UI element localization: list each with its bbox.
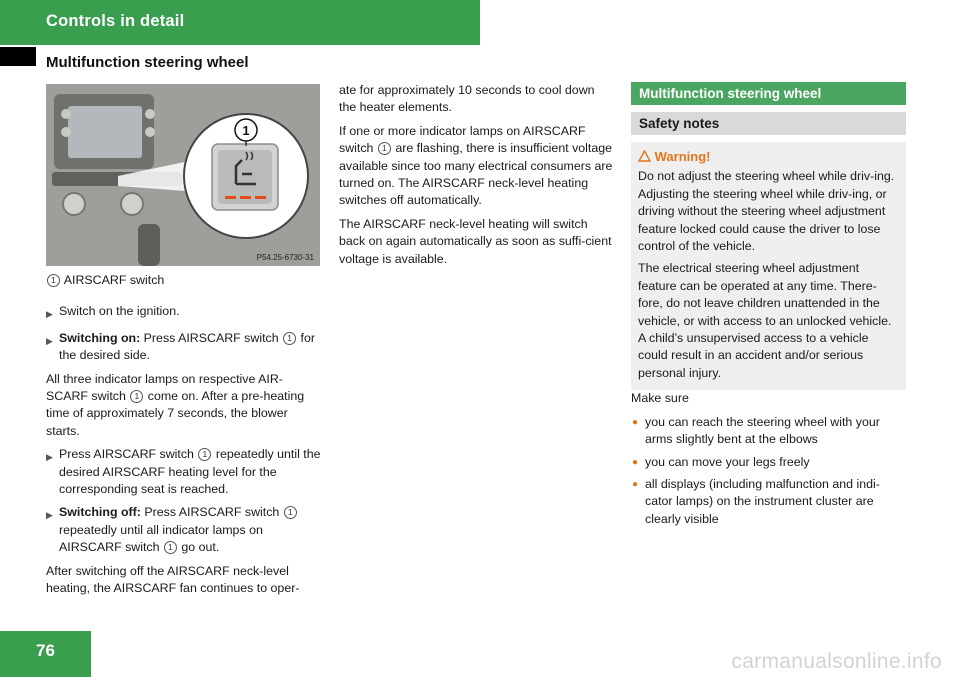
arrow-icon: ▶ <box>46 452 53 463</box>
arrow-icon: ▶ <box>46 309 53 320</box>
section-heading: Multifunction steering wheel <box>631 82 906 105</box>
column-3 <box>631 82 906 533</box>
subsection-heading: Safety notes <box>631 112 906 135</box>
step-text-part: Press AIRSCARF switch <box>140 505 283 520</box>
legend-text: AIRSCARF switch <box>63 273 165 287</box>
column-2 <box>339 82 615 274</box>
list-item-text: you can reach the steering wheel with your arms slightly bent at the elbows <box>645 414 880 447</box>
column-1 <box>46 272 322 604</box>
paragraph-part: are flashing, there is insufficient voltage available since too many electrical consumers are turned on. The AIRSCARF neck-level heating switches off automatically. <box>339 141 613 208</box>
step-text-part: repeatedly until all indicator lamps on AIRSCARF switch <box>59 522 263 555</box>
step-text-part: Press AIRSCARF switch <box>140 330 283 345</box>
switch-ref-number: 1 <box>198 448 211 461</box>
switch-ref-number: 1 <box>378 142 391 155</box>
bullet-dot-icon: ● <box>632 456 639 468</box>
page-number: 76 <box>0 631 91 677</box>
step-bold-label: Switching on: <box>59 330 141 345</box>
switch-ref-number: 1 <box>164 541 177 554</box>
warning-paragraph: The electrical steering wheel adjustment feature can be operated at any time. There-fore, do not leave children unattended in the vehicle, or with access to an unlocked vehicle. A child’s unsupervised access to a vehicle could result in an accident and/or serious personal injury. <box>638 261 892 380</box>
instruction-step <box>46 303 322 323</box>
step-text <box>59 446 322 498</box>
paragraph-part: If one or more indicator lamps on AIRSCARF switch <box>339 123 586 156</box>
section-title: Controls in detail <box>46 12 185 30</box>
dashboard-illustration <box>46 84 320 266</box>
step-text-part: come on. After a pre-heating time of approximately 7 seconds, the blower starts. <box>46 389 305 438</box>
arrow-icon: ▶ <box>46 510 53 521</box>
page-subtitle: Multifunction steering wheel <box>46 54 249 71</box>
step-text <box>59 330 322 365</box>
switch-ref-number: 1 <box>283 332 296 345</box>
step-text-part: go out. <box>177 540 220 555</box>
list-item <box>631 454 906 471</box>
instruction-step <box>46 504 322 556</box>
warning-box <box>631 142 906 390</box>
warning-title <box>638 148 900 165</box>
figure-code: P54.25-6730-31 <box>256 253 314 262</box>
step-text-part: Press AIRSCARF switch <box>59 447 198 462</box>
body-paragraph: ate for approximately 10 seconds to cool down the heater elements. <box>339 83 595 115</box>
warning-title-text: Warning! <box>654 149 711 164</box>
instruction-step <box>46 446 322 498</box>
airscarf-switch-photo <box>46 84 320 266</box>
body-paragraph: The AIRSCARF neck-level heating will switch back on again automatically as soon as suffi-cient voltage is available. <box>339 216 612 266</box>
step-text-part: All three indicator lamps on respective AIR-SCARF switch <box>46 371 283 404</box>
step-text: Switch on the ignition. <box>59 304 180 319</box>
legend-number: 1 <box>47 274 60 287</box>
warning-triangle-icon <box>638 149 655 164</box>
body-paragraph: After switching off the AIRSCARF neck-level heating, the AIRSCARF fan continues to oper- <box>46 563 300 596</box>
warning-paragraph: Do not adjust the steering wheel while driv-ing. Adjusting the steering wheel while driv-ing, or driving without the steering wheel adjustment feature locked could cause the driver to lose control of the vehicle. <box>638 169 895 254</box>
switch-ref-number: 1 <box>284 506 297 519</box>
watermark: carmanualsonline.info <box>731 650 942 673</box>
arrow-icon: ▶ <box>46 335 53 346</box>
list-item-text: you can move your legs freely <box>645 454 810 469</box>
instruction-step <box>46 330 322 365</box>
header-marker <box>0 47 36 66</box>
list-item <box>631 414 906 449</box>
step-text <box>59 504 322 556</box>
list-item-text: all displays (including malfunction and indi-cator lamps) on the instrument cluster are clearly visible <box>645 476 880 526</box>
bullet-dot-icon: ● <box>632 416 639 428</box>
figure-legend <box>46 272 322 289</box>
bullet-dot-icon: ● <box>632 478 639 490</box>
list-item <box>631 476 906 528</box>
step-text-part: repeatedly until the desired AIRSCARF heating level for the corresponding seat is reached. <box>59 447 321 497</box>
step-detail <box>46 371 322 441</box>
step-bold-label: Switching off: <box>59 505 141 520</box>
body-paragraph <box>339 123 615 210</box>
step-text-part: for the desired side. <box>59 330 315 363</box>
switch-ref-number: 1 <box>130 390 143 403</box>
make-sure-label: Make sure <box>631 391 689 406</box>
figure-callout: 1 <box>242 123 250 138</box>
